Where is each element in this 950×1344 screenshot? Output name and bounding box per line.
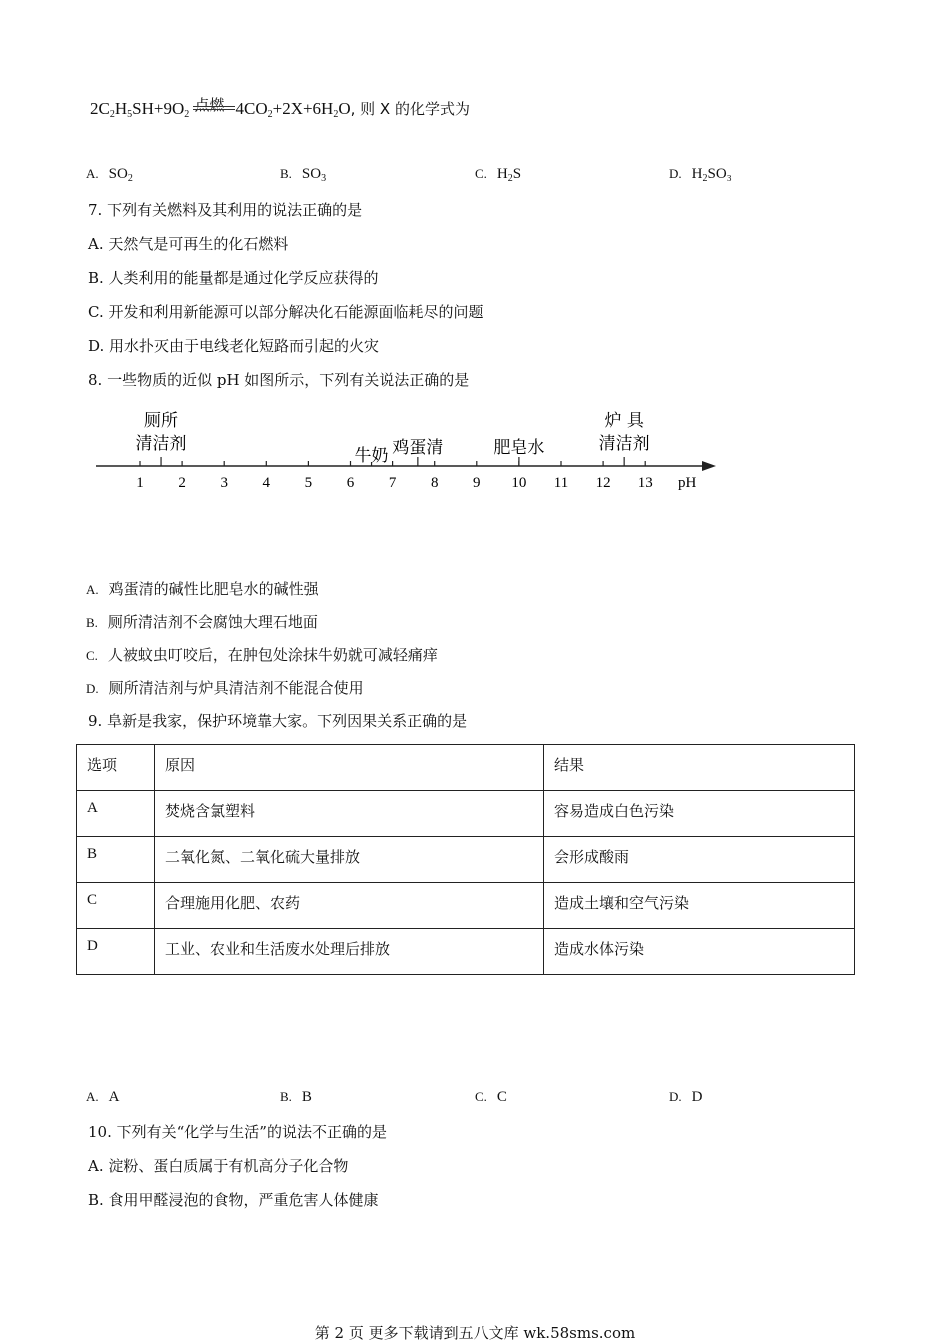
q9-option-a[interactable]: A. A [86, 1089, 120, 1105]
table-cell: 造成水体污染 [544, 929, 855, 975]
table-cell: 焚烧含氯塑料 [155, 791, 544, 837]
table-cell: 容易造成白色污染 [544, 791, 855, 837]
ph-tick-label: 2 [178, 475, 186, 491]
ph-tick-label: 13 [637, 475, 653, 491]
q8-option-b[interactable]: B. 厕所清洁剂不会腐蚀大理石地面 [86, 613, 318, 631]
q8-option-d[interactable]: D. 厕所清洁剂与炉具清洁剂不能混合使用 [86, 679, 364, 697]
table-cell: A [77, 791, 155, 837]
ph-axis-arrow [702, 461, 716, 471]
ph-tick-label: 1 [136, 475, 144, 491]
table-row [77, 791, 855, 837]
q8-option-c[interactable]: C. 人被蚊虫叮咬后，在肿包处涂抹牛奶就可减轻痛痒 [86, 646, 438, 664]
table-cell: 工业、农业和生活废水处理后排放 [155, 929, 544, 975]
table-header-cell: 选项 [77, 745, 155, 791]
q9-option-c[interactable]: C. C [475, 1089, 507, 1105]
q9-stem: 9. 阜新是我家，保护环境靠大家。下列因果关系正确的是 [88, 712, 468, 730]
ph-substance-label: 牛奶 [354, 446, 389, 466]
chemical-equation: $2C_2H_5SH+9O_2$ 点燃 $4CO_2+2X+6H_2O$, 则 X 的化学式为 [90, 96, 470, 120]
table-row [77, 883, 855, 929]
table-cell: C [77, 883, 155, 929]
q7-option-c[interactable]: C. 开发和利用新能源可以部分解决化石能源面临耗尽的问题 [88, 303, 484, 321]
table-row [77, 837, 855, 883]
ph-substance-label: 清洁剂 [135, 434, 187, 454]
table-row [77, 929, 855, 975]
table-header-cell: 结果 [544, 745, 855, 791]
ph-substance-label: 肥皂水 [493, 438, 545, 458]
ph-tick-label: 8 [430, 475, 439, 491]
q6-option-b[interactable]: B. $SO_3$ [280, 166, 327, 184]
ph-tick-label: 11 [553, 475, 569, 491]
table-cell: 合理施用化肥、农药 [155, 883, 544, 929]
table-cell: B [77, 837, 155, 883]
table-cell: 会形成酸雨 [544, 837, 855, 883]
ph-axis-label: pH [678, 475, 697, 491]
q6-option-a[interactable]: A. $SO_2$ [86, 166, 133, 184]
cause-effect-table [76, 744, 855, 975]
table-header-cell: 原因 [155, 745, 544, 791]
ph-tick-label: 9 [473, 475, 481, 491]
table-cell: 二氧化氮、二氧化硫大量排放 [155, 837, 544, 883]
q8-option-a[interactable]: A. 鸡蛋清的碱性比肥皂水的碱性强 [86, 580, 319, 598]
reaction-condition: 点燃 [194, 96, 225, 114]
ph-tick-label: 6 [346, 475, 355, 491]
q9-option-d[interactable]: D. D [669, 1089, 703, 1105]
table-cell: 造成土壤和空气污染 [544, 883, 855, 929]
q6-option-c[interactable]: C. $H_2S$ [475, 166, 522, 184]
q10-option-a[interactable]: A. 淀粉、蛋白质属于有机高分子化合物 [88, 1157, 349, 1175]
table-header-row [77, 745, 855, 791]
ph-tick-label: 3 [220, 475, 228, 491]
ph-tick-label: 10 [511, 475, 527, 491]
q7-option-b[interactable]: B. 人类利用的能量都是通过化学反应获得的 [88, 269, 379, 287]
q10-option-b[interactable]: B. 食用甲醛浸泡的食物，严重危害人体健康 [88, 1191, 379, 1209]
q8-stem: 8. 一些物质的近似 pH 如图所示，下列有关说法正确的是 [88, 371, 470, 389]
ph-tick-label: 7 [388, 475, 397, 491]
ph-substance-label: 清洁剂 [598, 434, 650, 454]
ph-tick-label: 5 [304, 475, 313, 491]
table-cell: D [77, 929, 155, 975]
ph-scale-diagram [90, 400, 810, 510]
page-footer: 第 2 页 更多下载请到五八文库 wk.58sms.com [314, 1324, 636, 1342]
q7-option-d[interactable]: D. 用水扑灭由于电线老化短路而引起的火灾 [88, 337, 380, 355]
q6-option-d[interactable]: D. $H_2SO_3$ [669, 166, 732, 184]
q10-stem: 10. 下列有关“化学与生活”的说法不正确的是 [88, 1123, 387, 1141]
ph-substance-label: 厕所 [144, 411, 179, 431]
q7-stem: 7. 下列有关燃料及其利用的说法正确的是 [88, 201, 363, 219]
q7-option-a[interactable]: A. 天然气是可再生的化石燃料 [88, 235, 289, 253]
ph-substance-label: 鸡蛋清 [392, 438, 444, 458]
q9-option-b[interactable]: B. B [280, 1089, 312, 1105]
ph-substance-label: 炉 具 [604, 411, 644, 431]
ph-tick-label: 12 [595, 475, 611, 491]
ph-tick-label: 4 [262, 475, 271, 491]
